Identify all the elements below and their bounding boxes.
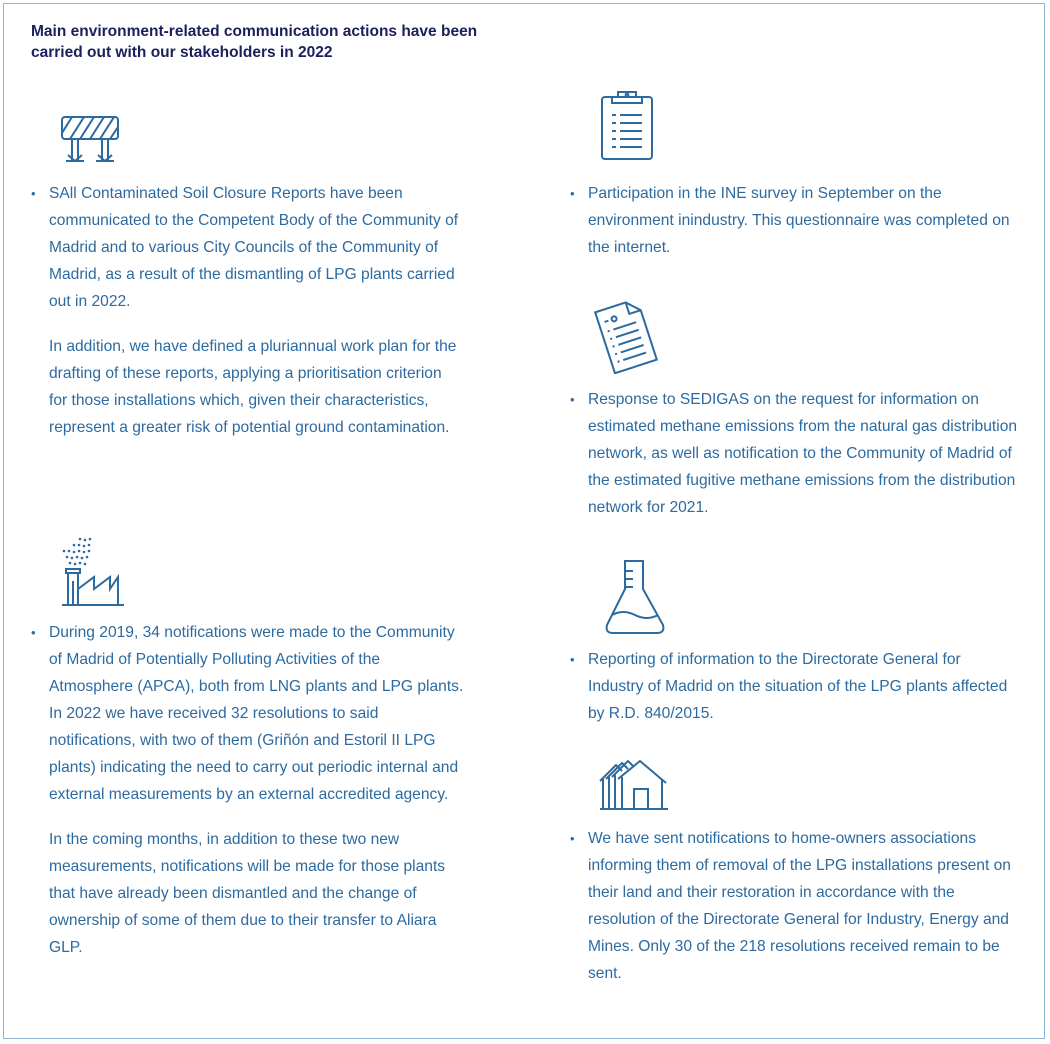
right-item-4-text: We have sent notifications to home-owners associations informing them of removal of the LPG installations present on their land and their restoration in accordance with the resolution of the Directorate General for Industry, Energy and Mines. Only 30 of the 218 resolutions received remain to be sent. [588,830,1011,982]
bullet-marker: • [31,625,36,640]
factory-emissions-icon [60,537,126,607]
left-item-1-text-2: In addition, we have defined a pluriannual work plan for the drafting of these reports, applying a prioritisation criterion for those installations which, given their characteristics, represent a greater risk of potential ground contamination. [49,338,457,436]
right-item-2-text: Response to SEDIGAS on the request for information on estimated methane emissions from the natural gas distribution network, as well as notification to the Community of Madrid of the estimated fugitive methane emissions from the distribution network for 2021. [588,391,1018,516]
bullet-marker: • [570,831,575,846]
bullet-marker: • [31,186,36,201]
left-item-1 [31,180,461,441]
bullet-marker: • [570,392,575,407]
left-item-2 [31,619,465,961]
right-item-3-text: Reporting of information to the Directorate General for Industry of Madrid on the situation of the LPG plants affected by R.D. 840/2015. [588,651,1008,722]
clipboard-icon [600,89,654,161]
left-item-2-text: During 2019, 34 notifications were made to the Community of Madrid of Potentially Polluting Activities of the Atmosphere (APCA), both from LNG plants and LPG plants. In 2022 we have received 32 resolutions to said notifications, with two of them (Griñón and Estoril II LPG plants) indicating the need to carry out periodic internal and external measurements by an external accredited agency. [49,624,464,803]
left-item-2-text-2: In the coming months, in addition to these two new measurements, notifications will be made for those plants that have already been dismantled and the change of ownership of some of them due to their transfer to Aliara GLP. [49,831,446,956]
barrier-icon [60,115,120,163]
right-item-2 [570,386,1020,521]
document-icon [590,298,662,374]
right-item-3 [570,646,1010,727]
page-title: Main environment-related communication actions have been carried out with our stakeholders in 2022 [31,23,478,61]
right-item-1 [570,180,1010,261]
flask-icon [603,559,667,635]
houses-icon [598,759,670,811]
bullet-marker: • [570,186,575,201]
right-item-4 [570,825,1025,987]
left-item-1-text: SAll Contaminated Soil Closure Reports have been communicated to the Competent Body of the Community of Madrid and to various City Councils of the Community of Madrid, as a result of the dismantling of LPG plants carried out in 2022. [49,185,459,310]
bullet-marker: • [570,652,575,667]
right-item-1-text: Participation in the INE survey in September on the environment inindustry. This questionnaire was completed on the internet. [588,185,1010,256]
